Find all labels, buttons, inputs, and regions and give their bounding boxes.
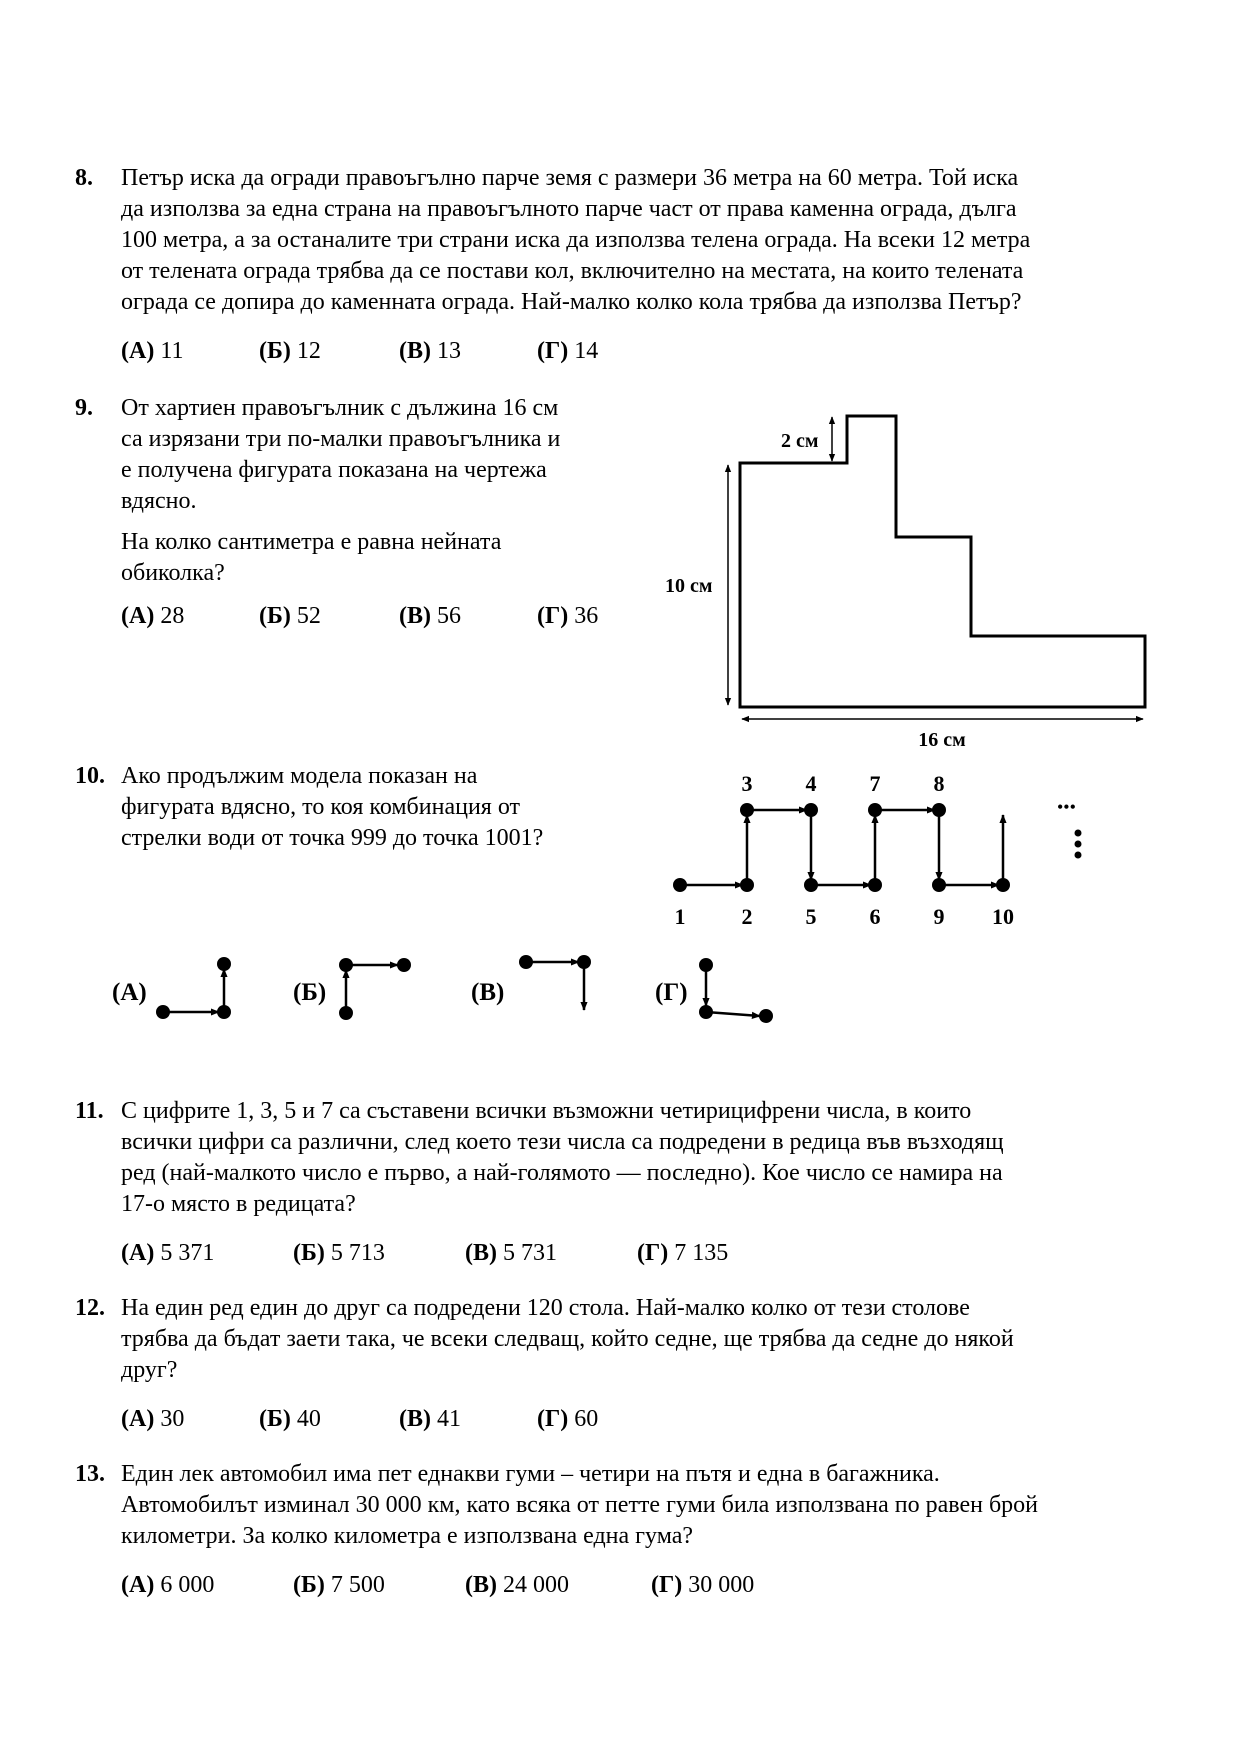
answer-option-b[interactable]: (Б) 7 500: [293, 1572, 385, 1598]
answer-option-a[interactable]: (А) 5 371: [121, 1240, 215, 1266]
point-4: [804, 803, 818, 817]
question-number: 13.: [75, 1461, 105, 1487]
point-dot: [699, 1005, 713, 1019]
point-label: 1: [674, 904, 686, 929]
point-2: [740, 878, 754, 892]
answer-option-v[interactable]: (В) 13: [399, 338, 461, 364]
point-dot: [759, 1009, 773, 1023]
point-label: 6: [869, 904, 881, 929]
answer-option-b[interactable]: (Б) 52: [259, 603, 321, 629]
arrow-right: [706, 1012, 760, 1016]
answer-option-g[interactable]: (Г) 30 000: [651, 1572, 755, 1598]
answer-option-a[interactable]: (А) 11: [121, 338, 184, 364]
answer-option-g[interactable]: (Г) 60: [537, 1406, 599, 1432]
question-text-line: Петър иска да огради правоъгълно парче земя с размери 36 метра на 60 метра. Той иска: [121, 165, 1019, 191]
question-text-line: са изрязани три по-малки правоъгълника и: [121, 426, 561, 452]
question-text-line: Един лек автомобил има пет еднакви гуми – четири на пътя и една в багажника.: [121, 1461, 940, 1487]
answer-option-b[interactable]: (Б): [293, 979, 327, 1006]
question-text-line: от телената ограда трябва да се постави кол, включително на местата, на които телената: [121, 258, 1024, 284]
answer-option-g[interactable]: (Г) 14: [537, 338, 599, 364]
answer-option-b[interactable]: (Б) 40: [259, 1406, 321, 1432]
question-text-line: ред (най-малкото число е първо, а най-голямото — последно). Кое число се намира на: [121, 1160, 1003, 1186]
answer-options: [121, 1404, 1014, 1435]
question-text-line: На колко сантиметра е равна нейната: [121, 529, 502, 555]
question-text-line: 17-о място в редицата?: [121, 1191, 356, 1217]
question-13: [75, 1459, 1038, 1601]
point-3: [740, 803, 754, 817]
point-label: 7: [869, 771, 881, 796]
question-number: 12.: [75, 1295, 105, 1321]
point-dot: [217, 1005, 231, 1019]
point-dot: [339, 1006, 353, 1020]
arrow-pattern-figure: [660, 765, 1120, 935]
question-text-line: От хартиен правоъгълник с дължина 16 см: [121, 395, 559, 421]
point-dot: [217, 957, 231, 971]
answer-option-g[interactable]: (Г) 7 135: [637, 1240, 729, 1266]
point-label: 10: [992, 904, 1014, 929]
point-dot: [397, 958, 411, 972]
point-label: 4: [805, 771, 817, 796]
answer-option-g[interactable]: (Г): [655, 979, 688, 1006]
answer-option-v[interactable]: (В): [471, 979, 505, 1006]
answer-option-b[interactable]: (Б) 5 713: [293, 1240, 385, 1266]
question-text-line: обиколка?: [121, 560, 225, 586]
point-10: [996, 878, 1010, 892]
point-dot: [156, 1005, 170, 1019]
point-dot: [519, 955, 533, 969]
question-number: 9.: [75, 395, 93, 421]
ellipsis-dot: [1075, 852, 1082, 859]
question-text-line: километри. За колко километра е използвана една гума?: [121, 1523, 694, 1549]
point-label: 5: [805, 904, 817, 929]
q10-answer-options: [100, 950, 800, 1050]
answer-option-a[interactable]: (А): [112, 979, 147, 1006]
answer-option-v[interactable]: (В) 41: [399, 1406, 461, 1432]
answer-option-a[interactable]: (А) 6 000: [121, 1572, 215, 1598]
point-label: 8: [933, 771, 945, 796]
question-text-line: трябва да бъдат заети така, че всеки следващ, който седне, ще трябва да седне до някой: [121, 1326, 1014, 1352]
answer-option-a[interactable]: (А) 28: [121, 603, 185, 629]
ellipsis-horizontal: •••: [1057, 797, 1076, 817]
question-text-line: На един ред един до друг са подредени 120 стола. Най-малко колко от тези столове: [121, 1295, 970, 1321]
question-8: [75, 163, 1030, 367]
point-6: [868, 878, 882, 892]
point-label: 9: [933, 904, 945, 929]
point-dot: [577, 955, 591, 969]
question-10: [75, 761, 543, 854]
answer-options: [121, 336, 1030, 367]
question-text-line: ограда се допира до каменната ограда. Най-малко колко кола трябва да използва Петър?: [121, 289, 1022, 315]
question-text-line: вдясно.: [121, 488, 197, 514]
point-8: [932, 803, 946, 817]
dimension-label-bottom: 16 см: [918, 729, 966, 751]
question-text-line: фигурата вдясно, то коя комбинация от: [121, 794, 520, 820]
question-text-line: стрелки води от точка 999 до точка 1001?: [121, 825, 544, 851]
question-text-line: С цифрите 1, 3, 5 и 7 са съставени всички възможни четирицифрени числа, в които: [121, 1098, 972, 1124]
question-text-line: е получена фигурата показана на чертежа: [121, 457, 547, 483]
point-9: [932, 878, 946, 892]
point-dot: [699, 958, 713, 972]
answer-option-v[interactable]: (В) 56: [399, 603, 461, 629]
dimension-label-top: 2 см: [781, 430, 819, 452]
question-text-line: Ако продължим модела показан на: [121, 763, 478, 789]
point-dot: [339, 958, 353, 972]
answer-option-b[interactable]: (Б) 12: [259, 338, 321, 364]
answer-option-g[interactable]: (Г) 36: [537, 603, 599, 629]
answer-options: [121, 601, 599, 632]
staircase-shape: [740, 416, 1145, 707]
point-7: [868, 803, 882, 817]
question-text-line: да използва за една страна на правоъгълното парче част от права каменна ограда, дълга: [121, 196, 1017, 222]
answer-option-a[interactable]: (А) 30: [121, 1406, 185, 1432]
question-text-line: друг?: [121, 1357, 178, 1383]
question-9: [75, 393, 599, 632]
point-label: 3: [741, 771, 753, 796]
dimension-label-left: 10 см: [665, 575, 713, 597]
answer-options: [121, 1238, 1004, 1269]
answer-option-v[interactable]: (В) 5 731: [465, 1240, 557, 1266]
question-number: 11.: [75, 1098, 104, 1124]
question-12: [75, 1293, 1014, 1435]
point-label: 2: [741, 904, 753, 929]
point-1: [673, 878, 687, 892]
answer-option-v[interactable]: (В) 24 000: [465, 1572, 569, 1598]
point-5: [804, 878, 818, 892]
question-text-line: Автомобилът изминал 30 000 км, като всяка от петте гуми била използвана по равен брой: [121, 1492, 1039, 1518]
question-text-line: 100 метра, а за останалите три страни иска да използва телена ограда. На всеки 12 метра: [121, 227, 1031, 253]
question-11: [75, 1096, 1004, 1269]
staircase-figure: [640, 395, 1160, 755]
question-text-line: всички цифри са различни, след което тези числа са подредени в редица във възходящ: [121, 1129, 1004, 1155]
question-number: 10.: [75, 763, 105, 789]
question-number: 8.: [75, 165, 93, 191]
ellipsis-dot: [1075, 830, 1082, 837]
answer-options: [121, 1570, 1038, 1601]
ellipsis-dot: [1075, 841, 1082, 848]
